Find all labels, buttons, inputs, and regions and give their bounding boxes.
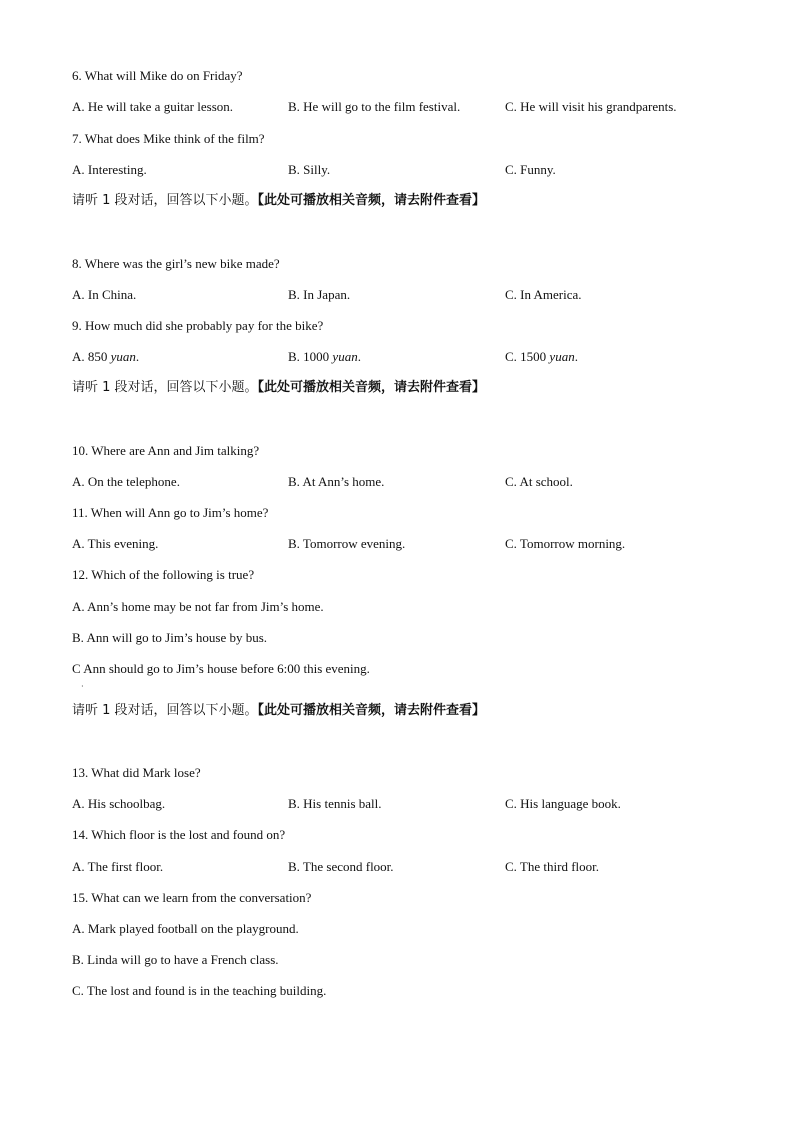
question-10-option-b: B. At Ann’s home. (288, 474, 385, 489)
question-7-option-c: C. Funny. (505, 162, 556, 177)
option-suffix: . (135, 349, 140, 364)
listening-instruction (72, 193, 485, 209)
question-9-option-c (505, 349, 578, 365)
question-13-option-b: B. His tennis ball. (288, 796, 382, 811)
stray-dot-mark: · (81, 682, 84, 691)
currency-unit: yuan (332, 349, 358, 364)
question-10-option-c: C. At school. (505, 474, 573, 489)
question-8-stem: 8. Where was the girl’s new bike made? (72, 256, 280, 271)
question-6-option-b: B. He will go to the film festival. (288, 99, 461, 114)
question-15-option-b: B. Linda will go to have a French class. (72, 952, 279, 967)
question-12-option-b: B. Ann will go to Jim’s house by bus. (72, 630, 268, 645)
audio-note: 【此处可播放相关音频，请去附件查看】 (257, 380, 486, 395)
question-15-stem: 15. What can we learn from the conversation? (72, 890, 312, 905)
option-prefix: C. 1500 (505, 349, 550, 364)
question-13-option-c: C. His language book. (505, 796, 621, 811)
currency-unit: yuan (110, 349, 136, 364)
question-7-option-a: A. Interesting. (72, 162, 147, 177)
instruction-prefix: 请听 1 段对话，回答以下小题。 (72, 380, 258, 395)
audio-note: 【此处可播放相关音频，请去附件查看】 (257, 193, 486, 208)
question-11-option-c: C. Tomorrow morning. (505, 536, 626, 551)
question-8-option-a: A. In China. (72, 287, 137, 302)
question-11-option-b: B. Tomorrow evening. (288, 536, 406, 551)
question-9-option-b (288, 349, 361, 365)
listening-instruction (72, 380, 485, 396)
question-12-stem: 12. Which of the following is true? (72, 567, 255, 582)
instruction-prefix: 请听 1 段对话，回答以下小题。 (72, 703, 258, 718)
question-14-option-b: B. The second floor. (288, 859, 394, 874)
question-15-option-c: C. The lost and found is in the teaching building. (72, 983, 327, 998)
option-suffix: . (357, 349, 361, 364)
question-11-option-a: A. This evening. (72, 536, 159, 551)
instruction-prefix: 请听 1 段对话，回答以下小题。 (72, 193, 258, 208)
question-10-option-a: A. On the telephone. (72, 474, 180, 489)
question-7-stem: 7. What does Mike think of the film? (72, 131, 265, 146)
listening-instruction (72, 703, 485, 719)
question-6-stem: 6. What will Mike do on Friday? (72, 68, 243, 83)
currency-unit: yuan (549, 349, 575, 364)
question-7-option-b: B. Silly. (288, 162, 331, 177)
question-6-option-a: A. He will take a guitar lesson. (72, 99, 234, 114)
question-13-option-a: A. His schoolbag. (72, 796, 166, 811)
option-suffix: . (574, 349, 578, 364)
question-15-option-a: A. Mark played football on the playground. (72, 921, 299, 936)
option-prefix: A. 850 (72, 349, 111, 364)
question-12-option-c: C Ann should go to Jim’s house before 6:00 this evening. (72, 661, 370, 676)
question-14-option-a: A. The first floor. (72, 859, 164, 874)
option-prefix: B. 1000 (288, 349, 333, 364)
question-13-stem: 13. What did Mark lose? (72, 765, 201, 780)
question-8-option-c: C. In America. (505, 287, 582, 302)
question-9-option-a (72, 349, 139, 365)
question-10-stem: 10. Where are Ann and Jim talking? (72, 443, 260, 458)
question-11-stem: 11. When will Ann go to Jim’s home? (72, 505, 269, 520)
audio-note: 【此处可播放相关音频，请去附件查看】 (257, 703, 486, 718)
question-14-stem: 14. Which floor is the lost and found on? (72, 827, 286, 842)
question-6-option-c: C. He will visit his grandparents. (505, 99, 677, 114)
question-9-stem: 9. How much did she probably pay for the bike? (72, 318, 324, 333)
question-12-option-a: A. Ann’s home may be not far from Jim’s home. (72, 599, 324, 614)
question-8-option-b: B. In Japan. (288, 287, 351, 302)
question-14-option-c: C. The third floor. (505, 859, 600, 874)
